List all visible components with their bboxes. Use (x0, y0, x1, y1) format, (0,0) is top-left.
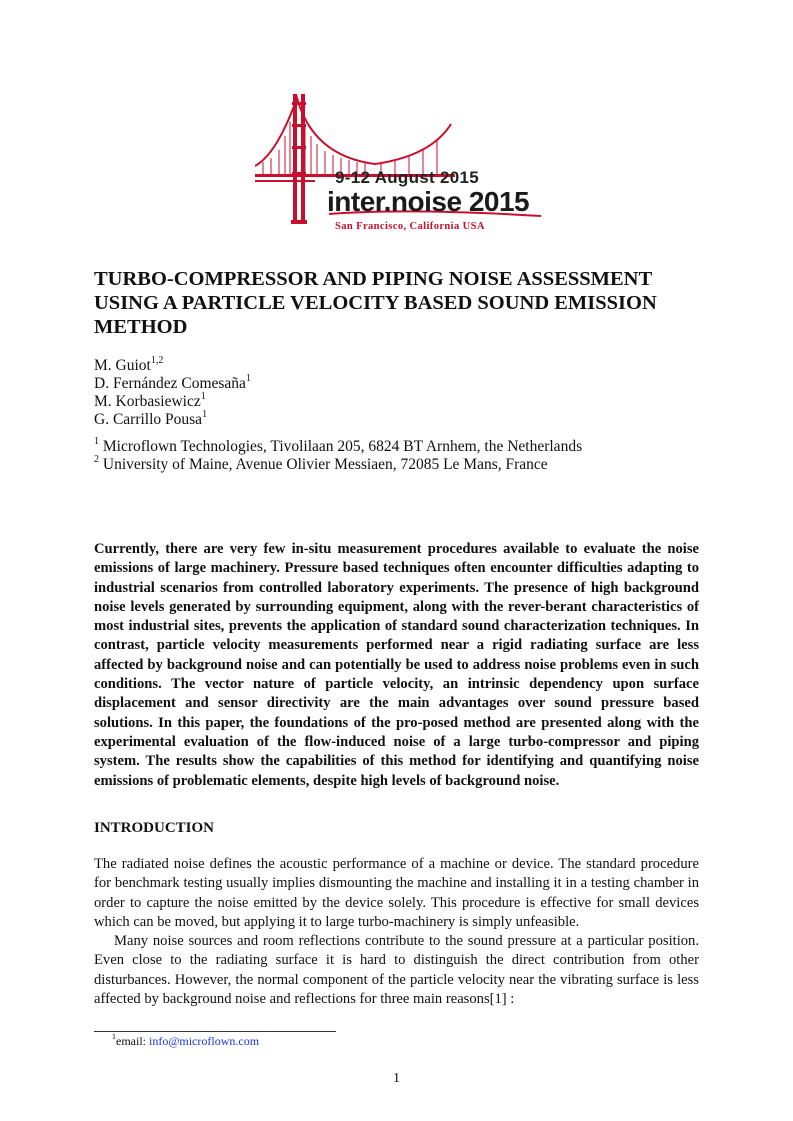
footnote-mark: 1 (112, 1032, 116, 1041)
author-name: G. Carrillo Pousa (94, 411, 203, 428)
affiliation-mark: 1 (94, 435, 99, 447)
paragraph: Many noise sources and room reflections contribute to the sound pressure at a particular position. Even close to the radiating surface it is hard to distinguish the direct contribution from other disturbances. However, the normal component of the particle velocity near the vibrating surface is less affected by background noise and reflections for three main reasons[1] : (94, 933, 699, 1008)
conference-date: 9-12 August 2015 (335, 168, 480, 187)
affiliation-mark: 2 (94, 453, 99, 465)
conference-location: San Francisco, California USA (335, 221, 485, 232)
paper-title: TURBO-COMPRESSOR AND PIPING NOISE ASSESSMENT USING A PARTICLE VELOCITY BASED SOUND EMISSION METHOD (94, 268, 657, 338)
footnote-divider (94, 1031, 336, 1032)
affiliation-list (94, 435, 583, 474)
author-name: D. Fernández Comesaña (94, 375, 246, 392)
conference-logo (255, 94, 545, 239)
author (94, 354, 251, 375)
abstract: Currently, there are very few in-situ measurement procedures available to evaluate the noise emissions of large machinery. Pressure based techniques often encounter difficulties adapting to industrial scenarios from controlled laboratory experiments. The presence of high background noise levels generated by surrounding equipment, along with the rever-berant characteristics of most industrial sites, prevents the application of standard sound characterization techniques. In contrast, particle velocity measurements performed near a rigid radiating surface are less affected by background noise and can potentially be used to address noise problems even in such conditions. The vector nature of particle velocity, an intrinsic dependency upon surface displacement and sensor directivity are the main advantages over sound pressure based solutions. In this paper, the foundations of the pro-posed method are presented along with the experimental evaluation of the flow-induced noise of a large turbo-compressor and piping system. The results show the capabilities of this method for identifying and quantifying noise emissions of problematic elements, despite high levels of background noise. (94, 541, 699, 789)
author-list (94, 354, 251, 429)
footnote-label: email: (116, 1034, 149, 1048)
author-name: M. Guiot (94, 357, 151, 374)
author-name: M. Korbasiewicz (94, 393, 201, 410)
author-affiliation-mark: 1,2 (150, 354, 164, 366)
affiliation (94, 453, 582, 474)
affiliation-text: Microflown Technologies, Tivolilaan 205, 6824 BT Arnhem, the Netherlands (102, 438, 583, 455)
author (94, 390, 251, 411)
author-affiliation-mark: 1 (202, 408, 208, 420)
author (94, 372, 251, 393)
paragraph: The radiated noise defines the acoustic performance of a machine or device. The standard procedure for benchmark testing usually implies dismounting the machine and installing it in a testing chamber in order to capture the noise emitted by the device solely. This procedure is effective for small devices which can be moved, but applying it to large turbo-machinery is simply unfeasible. (94, 856, 699, 930)
conference-name: inter.noise 2015 (327, 186, 530, 217)
email-link[interactable]: info@microflown.com (149, 1034, 260, 1048)
body-text (94, 855, 699, 1009)
affiliation-text: University of Maine, Avenue Olivier Messiaen, 72085 Le Mans, France (102, 456, 548, 473)
author-affiliation-mark: 1 (245, 372, 251, 384)
footnote (112, 1034, 259, 1049)
page-number: 1 (393, 1071, 400, 1086)
author-affiliation-mark: 1 (200, 390, 206, 402)
section-heading: INTRODUCTION (94, 820, 215, 836)
author (94, 408, 251, 429)
affiliation (94, 435, 583, 456)
